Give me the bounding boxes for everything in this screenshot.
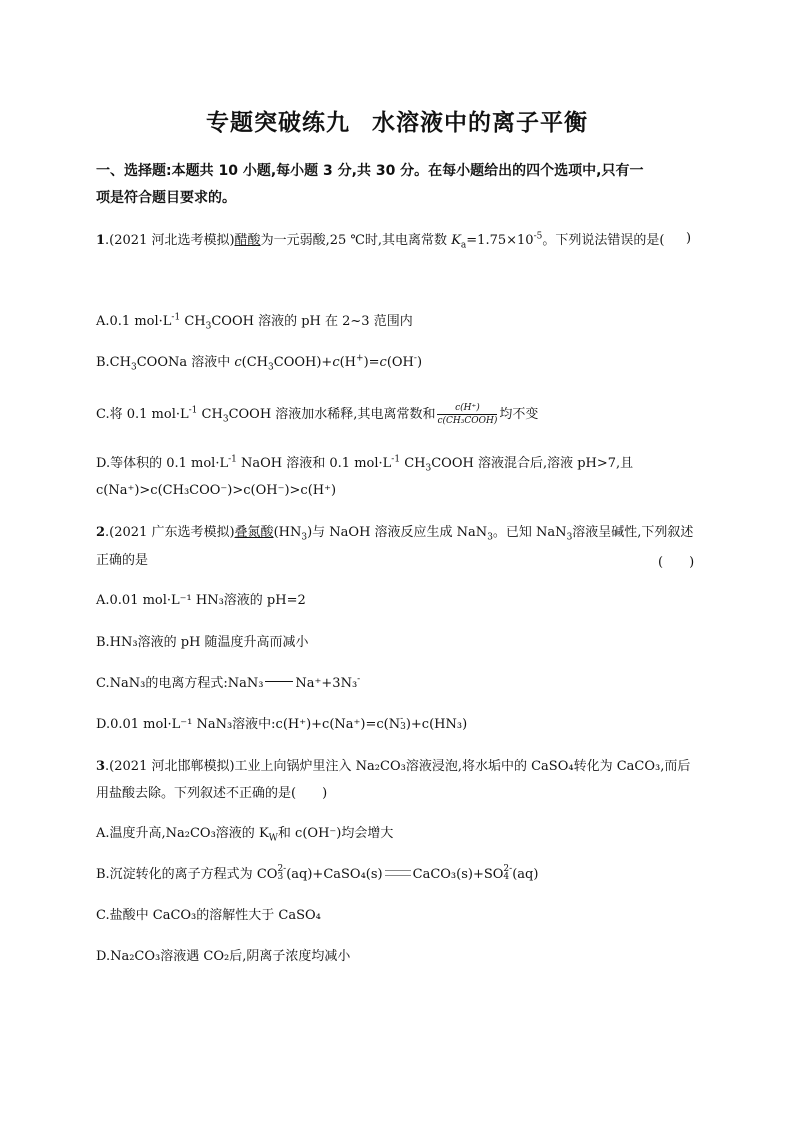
section-heading-line-2: 项是符合题目要求的。 [96, 190, 236, 206]
option-text: CH [180, 314, 206, 329]
question-number: 3 [96, 759, 106, 774]
option-text: B.沉淀转化的离子方程式为 CO [96, 867, 278, 882]
option-text: (aq) [512, 867, 539, 882]
q1-option-d-line-1[interactable] [96, 454, 633, 474]
q3-option-a[interactable] [96, 824, 393, 844]
option-text: COOH)+ [273, 355, 333, 370]
stem-text: 溶液呈碱性,下列叙述 [572, 525, 694, 540]
ion-subscript: 3 [277, 871, 284, 882]
option-text: CaCO₃(s)+SO [412, 867, 504, 882]
q2-option-a[interactable]: A.0.01 mol·L⁻¹ HN₃溶液的 pH=2 [96, 593, 306, 608]
ion-charge [400, 715, 406, 731]
fraction-numerator: c(H⁺) [437, 402, 497, 415]
underlined-term: 醋酸 [234, 233, 261, 248]
option-text: COOH 溶液的 pH 在 2~3 范围内 [211, 314, 413, 329]
superscript: -1 [188, 405, 198, 416]
superscript: - [357, 674, 361, 685]
subscript: 3 [130, 362, 137, 373]
c-symbol: c [332, 355, 340, 370]
q1-option-b[interactable] [96, 353, 422, 373]
q2-option-b[interactable]: B.HN₃溶液的 pH 随温度升高而减小 [96, 635, 309, 650]
stem-text: 工业上向锅炉里注入 Na₂CO₃溶液浸泡,将水垢中的 CaSO₄转化为 CaCO₃,而后 [234, 759, 691, 774]
equilibrium-arrow-icon [385, 870, 411, 876]
option-text: A.温度升高,Na₂CO₃溶液的 K [96, 826, 269, 841]
option-text: COOH 溶液加水稀释,其电离常数和 [228, 407, 436, 422]
stem-text: 。下列说法错误的是( [542, 233, 665, 248]
question-source: .(2021 河北邯郸模拟) [105, 759, 235, 774]
question-2-stem-line-2: 正确的是 [96, 553, 149, 568]
superscript: -1 [171, 312, 181, 323]
option-text: 和 c(OH⁻)均会增大 [277, 826, 394, 841]
stem-text: 为一元弱酸,25 ℃时,其电离常数 [260, 233, 452, 248]
subscript: W [268, 833, 278, 844]
subscript: 3 [425, 463, 432, 474]
question-source: .(2021 河北选考模拟) [105, 233, 235, 248]
c-symbol: c [234, 355, 242, 370]
answer-paren: ( ) [658, 555, 695, 570]
q3-option-c[interactable]: C.盐酸中 CaCO₃的溶解性大于 CaSO₄ [96, 908, 321, 923]
option-text: C.将 0.1 mol·L [96, 407, 189, 422]
q1-option-a[interactable] [96, 312, 413, 332]
title-right: 水溶液中的离子平衡 [372, 110, 588, 136]
q2-option-c[interactable] [96, 674, 360, 694]
q1-option-c[interactable] [96, 402, 538, 427]
ion-charge [503, 865, 512, 881]
question-source: .(2021 广东选考模拟) [105, 525, 235, 540]
ka-subscript: a [460, 240, 467, 251]
option-text: C.NaN₃的电离方程式:NaN₃ [96, 676, 264, 691]
option-text: COONa 溶液中 [136, 355, 235, 370]
exponent: -5 [533, 231, 543, 242]
option-text: CH [197, 407, 223, 422]
question-1-stem [96, 231, 664, 251]
option-text: Na⁺+3N₃ [295, 676, 358, 691]
q3-option-d[interactable]: D.Na₂CO₃溶液遇 CO₂后,阴离子浓度均减小 [96, 949, 351, 964]
option-text: ) [416, 355, 423, 370]
stem-text: =1.75×10 [466, 233, 534, 248]
superscript: - [413, 353, 417, 364]
q1-option-d-line-2: c(Na⁺)>c(CH₃COO⁻)>c(OH⁻)>c(H⁺) [96, 483, 337, 498]
question-3-stem-line-2: 用盐酸去除。下列叙述不正确的是( ) [96, 786, 328, 801]
option-text: )= [363, 355, 380, 370]
fraction [437, 402, 497, 427]
stem-text: 。已知 NaN [492, 525, 567, 540]
fraction-denominator: c(CH₃COOH) [437, 416, 498, 426]
ion-superscript: 2- [277, 863, 287, 874]
option-text: D.等体积的 0.1 mol·L [96, 456, 229, 471]
option-text: CH [400, 456, 426, 471]
ion-charge [277, 865, 286, 881]
option-text: (aq)+CaSO₄(s) [286, 867, 383, 882]
option-text: COOH 溶液混合后,溶液 pH>7,且 [431, 456, 634, 471]
answer-paren-close: ) [686, 231, 692, 246]
option-text: B.CH [96, 355, 131, 370]
equals-arrow-icon [265, 681, 293, 682]
question-number: 1 [96, 233, 106, 248]
q3-option-b[interactable] [96, 865, 538, 885]
ion-subscript: 4 [503, 871, 510, 882]
subscript: 3 [487, 532, 493, 543]
question-3-stem [96, 757, 690, 777]
question-2-stem [96, 523, 693, 543]
c-symbol: c [379, 355, 387, 370]
stem-text: (HN [273, 525, 302, 540]
option-text: 均不变 [499, 407, 539, 422]
subscript: 3 [222, 414, 229, 425]
option-text: (H [339, 355, 357, 370]
superscript: + [356, 353, 364, 364]
superscript: -1 [391, 454, 401, 465]
q2-option-d[interactable] [96, 715, 467, 735]
option-text: (CH [241, 355, 269, 370]
question-number: 2 [96, 525, 106, 540]
underlined-term: 叠氮酸 [234, 525, 274, 540]
stem-text: )与 NaOH 溶液反应生成 NaN [307, 525, 488, 540]
option-text: (OH [386, 355, 414, 370]
subscript: 3 [268, 362, 274, 373]
ion-subscript: 3 [400, 721, 406, 732]
option-text: NaOH 溶液和 0.1 mol·L [236, 456, 392, 471]
ion-superscript: 2- [503, 863, 513, 874]
subscript: 3 [301, 532, 308, 543]
option-text: )+c(HN₃) [405, 717, 468, 732]
subscript: 3 [566, 532, 573, 543]
title-left: 专题突破练九 [206, 110, 350, 136]
section-heading-line-1: 一、选择题:本题共 10 小题,每小题 3 分,共 30 分。在每小题给出的四个选项中,只有一 [96, 163, 644, 179]
superscript: -1 [228, 454, 237, 465]
option-text: A.0.1 mol·L [96, 314, 172, 329]
ion-superscript: - [400, 713, 404, 724]
option-text: D.0.01 mol·L⁻¹ NaN₃溶液中:c(H⁺)+c(Na⁺)=c(N [96, 717, 401, 732]
subscript: 3 [205, 321, 212, 332]
ka-symbol: K [451, 233, 461, 248]
page-title [0, 104, 794, 137]
